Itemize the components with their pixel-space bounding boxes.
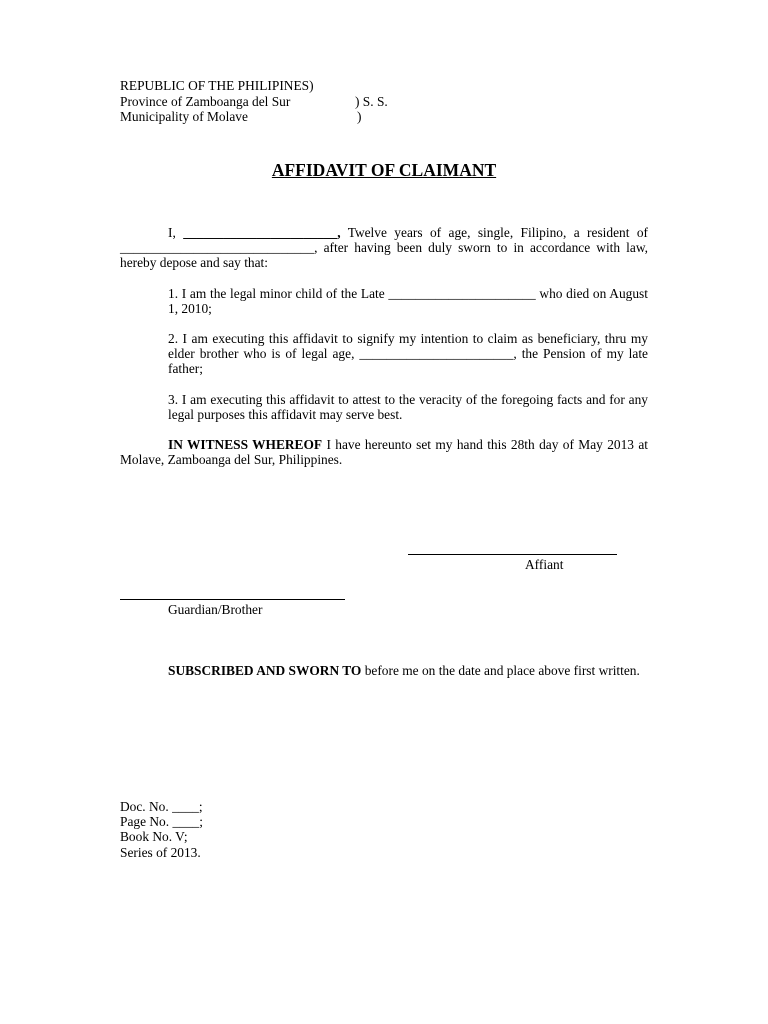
header-municipality: Municipality of Molave — [120, 109, 248, 124]
header-ss: ) S. S. — [355, 94, 388, 109]
item-2: 2. I am executing this affidavit to signify my intention to claim as beneficiary, thru my elder brother who is of legal age, _______________________, the Pension of my late father; — [168, 331, 648, 377]
witness-text: I have hereunto set my hand this 28th day of May 2013 at Molave, Zamboanga del Sur, Philippines. — [120, 437, 648, 468]
header-republic: REPUBLIC OF THE PHILIPINES) — [120, 78, 314, 93]
subscribed-paragraph — [120, 663, 648, 678]
subscribed-text: before me on the date and place above first written. — [361, 663, 640, 678]
item-3: 3. I am executing this affidavit to attest to the veracity of the foregoing facts and for any legal purposes this affidavit may serve best. — [168, 392, 648, 423]
affiant-signature-line — [408, 554, 617, 555]
guardian-label: Guardian/Brother — [168, 602, 263, 617]
intro-name-blank: _______________________, — [183, 225, 341, 240]
subscribed-bold: SUBSCRIBED AND SWORN TO — [168, 663, 362, 678]
document-title: AFFIDAVIT OF CLAIMANT — [271, 160, 497, 180]
intro-paragraph — [120, 225, 648, 271]
intro-text: Twelve years of age, single, Filipino, a resident of _____________________________, after having been duly sworn to in accordance with law, hereby depose and say that: — [120, 225, 648, 271]
notary-doc-no: Doc. No. ____; — [120, 799, 203, 814]
witness-paragraph — [120, 437, 648, 467]
header-province: Province of Zamboanga del Sur — [120, 94, 291, 109]
item-1: 1. I am the legal minor child of the Late ______________________ who died on August 1, 2010; — [168, 286, 648, 317]
notary-book-no: Book No. V; — [120, 829, 188, 844]
witness-bold: IN WITNESS WHEREOF — [168, 437, 323, 452]
notary-series: Series of 2013. — [120, 845, 201, 860]
header-paren: ) — [357, 109, 362, 124]
guardian-signature-line — [120, 599, 345, 600]
notary-page-no: Page No. ____; — [120, 814, 203, 829]
affiant-label: Affiant — [525, 557, 564, 572]
intro-i: I, — [168, 225, 184, 240]
